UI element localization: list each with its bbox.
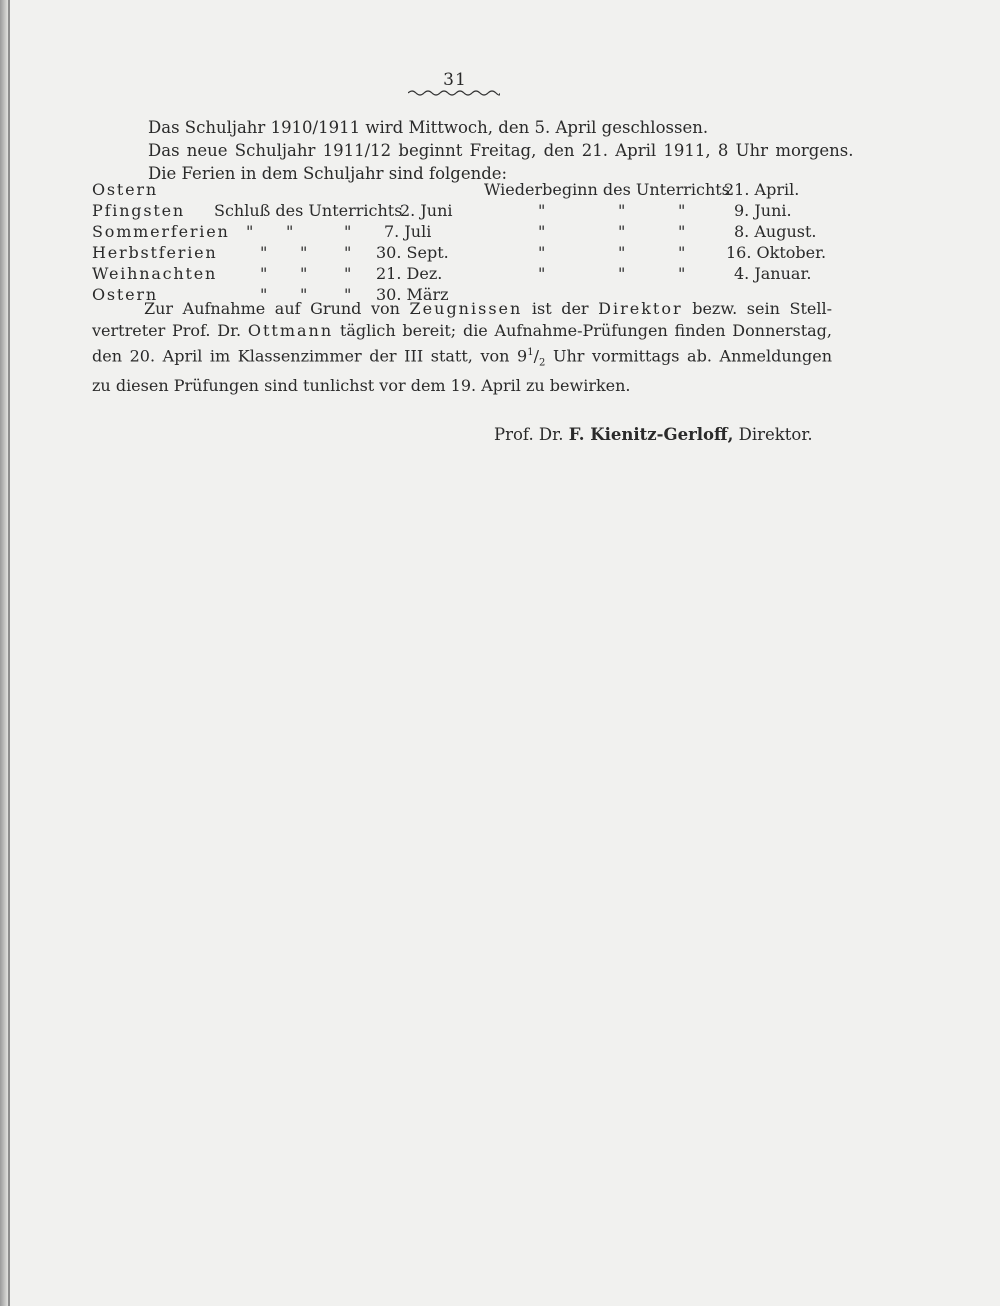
ditto-mark: " [678,243,686,262]
page-number: 31 [443,70,467,90]
holidays-intro-line: Die Ferien in dem Schuljahr sind folgende: [148,164,508,183]
ditto-mark: " [300,264,308,283]
ditto-mark: " [538,222,546,241]
paragraph-line [92,320,832,342]
ditto-mark: " [344,264,352,283]
restart-date: 4. Januar. [734,264,812,283]
fraction-numerator: 1 [527,347,534,358]
holiday-name: Ostern [92,180,158,199]
end-date: 2. Juni [400,201,453,220]
ditto-mark: " [618,222,626,241]
ditto-mark: " [344,285,352,304]
restart-date: 16. Oktober. [726,243,827,262]
ditto-mark: " [260,243,268,262]
paragraph-text: vertreter Prof. Dr. [92,321,242,340]
ditto-mark: " [344,243,352,262]
emphasized-word: Zeugnissen [409,299,523,318]
ditto-mark: " [538,264,546,283]
header-end-of-lessons: Schluß des Unterrichts [214,201,403,220]
page-number-ornament [408,88,500,98]
paragraph-line: zu diesen Prüfungen sind tunlichst vor dem 19. April zu bewirken. [92,375,631,395]
end-date: 30. Sept. [376,243,449,262]
restart-date: 8. August. [734,222,817,241]
ditto-mark: " [678,201,686,220]
ditto-mark: " [344,222,352,241]
ditto-mark: " [260,285,268,304]
ditto-mark: " [618,201,626,220]
ditto-mark: " [286,222,294,241]
ditto-mark: " [246,222,254,241]
signature-prefix: Prof. Dr. [494,425,564,444]
paragraph-text: Uhr vormittags ab. Anmeldungen [552,346,833,366]
ditto-mark: " [538,243,546,262]
page-binding-line [8,0,10,1306]
ditto-mark: " [618,264,626,283]
signature-name: F. Kienitz-Gerloff, [568,425,734,444]
holiday-name: Sommerferien [92,222,230,241]
signature-title: Direktor. [738,425,813,444]
header-restart: Wiederbeginn des Unterrichts [484,180,730,199]
end-date: 30. März [376,285,449,304]
end-date: 21. Dez. [376,264,443,283]
ditto-mark: " [300,243,308,262]
ditto-mark: " [300,285,308,304]
new-school-year-line: Das neue Schuljahr 1911/12 beginnt Freitag, den 21. April 1911, 8 Uhr morgens. [148,141,854,160]
paragraph-line: den 20. April im Klassenzimmer der III statt, von $9^1/_2$ Uhr vormittags ab. Anmeldungen [92,346,833,369]
ditto-mark: " [618,243,626,262]
holiday-name: Weihnachten [92,264,218,283]
paragraph-text: den 20. April im Klassenzimmer der III statt, von 9 [92,346,528,366]
admission-paragraph [92,298,832,397]
emphasized-word: Direktor [598,299,683,318]
end-date: 7. Juli [384,222,432,241]
ditto-mark: " [678,222,686,241]
restart-date: 9. Juni. [734,201,792,220]
signature [494,425,813,444]
paragraph-line [92,298,832,320]
emphasized-word: Ottmann [247,321,334,340]
holiday-name: Herbstferien [92,243,218,262]
fraction-denominator: 2 [538,357,546,369]
paragraph-text: täglich bereit; die Aufnahme-Prüfungen finden Donnerstag, [339,321,833,340]
holiday-name: Ostern [92,285,158,304]
school-year-closing-line: Das Schuljahr 1910/1911 wird Mittwoch, den 5. April geschlossen. [148,118,709,137]
paragraph-text: ist der [531,299,589,318]
ditto-mark: " [260,264,268,283]
restart-date: 21. April. [724,180,800,199]
holiday-table [92,180,832,304]
paragraph-text: bezw. sein Stell- [692,299,832,318]
paragraph-text: Zur Aufnahme auf Grund von [144,299,400,318]
ditto-mark: " [538,201,546,220]
holiday-name: Pfingsten [92,201,185,220]
ditto-mark: " [678,264,686,283]
